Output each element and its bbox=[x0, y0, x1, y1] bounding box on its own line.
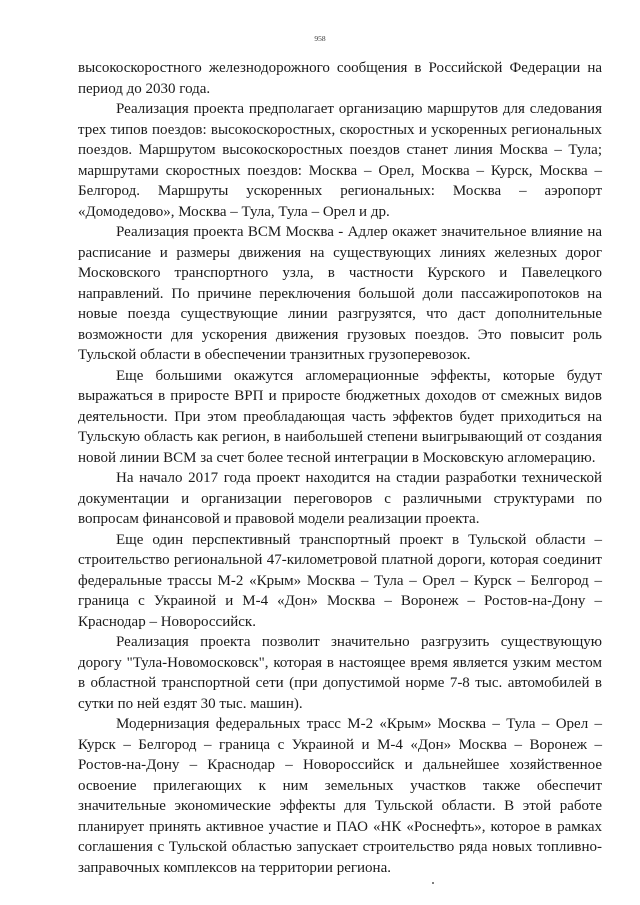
paragraph-continuation: высокоскоростного железнодорожного сообщения в Российской Федерации на период до 2030 года. bbox=[78, 60, 602, 97]
paragraph-vsm-impact: Реализация проекта ВСМ Москва - Адлер окажет значительное влияние на расписание и размеры движения на существующих линиях железных дорог Московского транспортного узла, в частности Курского и Павелецкого направлений. По причине переключения большой доли пассажиропотоков на новые поезда существующие линии разгрузятся, что даст дополнительные возможности для ускорения движения грузовых поездов. Это повысит роль Тульской области в обеспечении транзитных грузоперевозок. bbox=[78, 224, 602, 363]
paragraph-toll-road: Еще один перспективный транспортный проект в Тульской области – строительство региональной 47-километровой платной дороги, которая соединит федеральные трассы М-2 «Крым» Москва – Тула – Орел – Курск – Белгород – граница с Украиной и М-4 «Дон» Москва – Воронеж – Ростов-на-Дону – Краснодар – Новороссийск. bbox=[78, 531, 602, 630]
document-body bbox=[78, 58, 602, 878]
paragraph-train-routes: Реализация проекта предполагает организацию маршрутов для следования трех типов поездов: высокоскоростных, скоростных и ускоренных региональных поездов. Маршрутом высокоскоростных поездов станет линия Москва – Тула; маршрутами скоростных поездов: Москва – Орел, Москва – Курск, Москва – Белгород. Маршруты ускоренных региональных: Москва – аэропорт «Домодедово», Москва – Тула, Тула – Орел и др. bbox=[78, 101, 602, 220]
paragraph-road-relief: Реализация проекта позволит значительно разгрузить существующую дорогу "Тула-Новомосковск", которая в настоящее время является узким местом в областной транспортной сети (при допустимой норме 7-8 тыс. автомобилей в сутки по ней ездят 30 тыс. машин). bbox=[78, 634, 602, 712]
paragraph-highway-modernization: Модернизация федеральных трасс М-2 «Крым» Москва – Тула – Орел – Курск – Белгород – граница с Украиной и М-4 «Дон» Москва – Воронеж – Ростов-на-Дону – Краснодар – Новороссийск и дальнейшее хозяйственное освоение прилегающих к ним земельных участков также обеспечит значительные экономические эффекты для Тульской области. В этой работе планирует принять активное участие и ПАО «НК «Роснефть», которое в рамках соглашения с Тульской областью запускает строительство ряда новых топливно-заправочных комплексов на территории региона. bbox=[78, 716, 602, 876]
paragraph-agglomeration: Еще большими окажутся агломерационные эффекты, которые будут выражаться в приросте ВРП и приросте бюджетных доходов от смежных видов деятельности. При этом преобладающая часть эффектов будет приходиться на Тульскую область как регион, в наибольшей степени выигрывающий от создания новой линии ВСМ за счет более тесной интеграции в Московскую агломерацию. bbox=[78, 367, 602, 466]
scan-speck bbox=[432, 882, 434, 884]
paragraph-project-status: На начало 2017 года проект находится на стадии разработки технической документации и организации переговоров с различными структурами по вопросам финансовой и правовой модели реализации проекта. bbox=[78, 470, 602, 527]
page-number: 958 bbox=[314, 34, 326, 43]
